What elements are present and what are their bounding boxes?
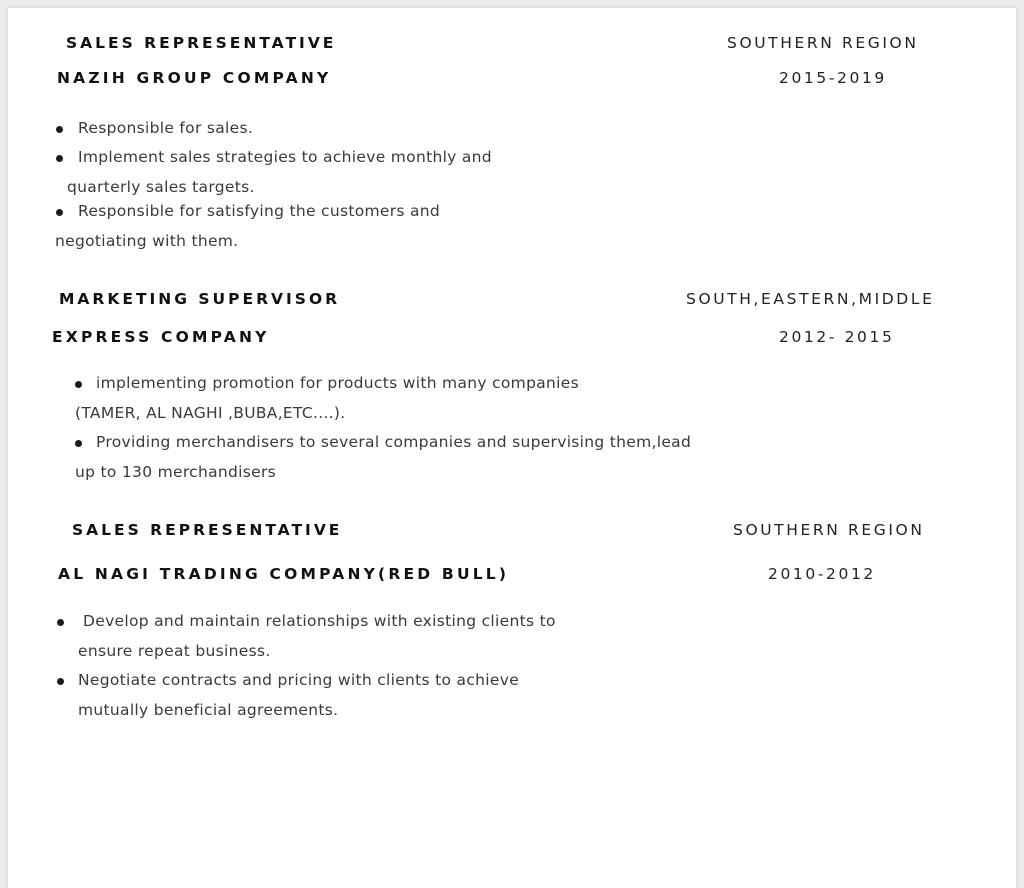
job-2-company: EXPRESS COMPANY	[52, 328, 270, 346]
job-1-bullet-3-icon	[56, 209, 63, 216]
job-2-years: 2012- 2015	[779, 328, 895, 346]
job-3-role: SALES REPRESENTATIVE	[72, 521, 343, 539]
job-3-region: SOUTHERN REGION	[733, 521, 925, 539]
job-2-bullet-2-icon	[75, 440, 82, 447]
job-2-line-3: Providing merchandisers to several companies and supervising them,lead	[96, 433, 692, 451]
job-2-role: MARKETING SUPERVISOR	[59, 290, 341, 308]
job-1-line-5: negotiating with them.	[55, 232, 239, 250]
job-3-company: AL NAGI TRADING COMPANY(RED BULL)	[58, 565, 510, 583]
job-1-line-4: Responsible for satisfying the customers and	[78, 202, 441, 220]
job-3-years: 2010-2012	[768, 565, 876, 583]
job-2-line-2: (TAMER, AL NAGHI ,BUBA,ETC....).	[75, 404, 346, 422]
job-2-region: SOUTH,EASTERN,MIDDLE	[686, 290, 935, 308]
job-1-bullet-1-icon	[56, 126, 63, 133]
job-2-line-1: implementing promotion for products with many companies	[96, 374, 579, 392]
job-2-line-4: up to 130 merchandisers	[75, 463, 277, 481]
job-1-region: SOUTHERN REGION	[727, 34, 919, 52]
job-1-role: SALES REPRESENTATIVE	[66, 34, 337, 52]
job-3-bullet-2-icon	[57, 678, 64, 685]
job-2-bullet-1-icon	[75, 381, 82, 388]
job-3-bullet-1-icon	[57, 619, 64, 626]
job-1-line-2: Implement sales strategies to achieve monthly and	[78, 148, 492, 166]
job-3-line-3: Negotiate contracts and pricing with clients to achieve	[78, 671, 520, 689]
job-3-line-4: mutually beneficial agreements.	[78, 701, 339, 719]
job-1-line-1: Responsible for sales.	[78, 119, 254, 137]
job-3-line-1: Develop and maintain relationships with existing clients to	[83, 612, 556, 630]
job-1-years: 2015-2019	[779, 69, 887, 87]
job-3-line-2: ensure repeat business.	[78, 642, 271, 660]
job-1-company: NAZIH GROUP COMPANY	[57, 69, 332, 87]
job-1-bullet-2-icon	[56, 155, 63, 162]
resume-page	[8, 8, 1016, 888]
job-1-line-3: quarterly sales targets.	[67, 178, 255, 196]
